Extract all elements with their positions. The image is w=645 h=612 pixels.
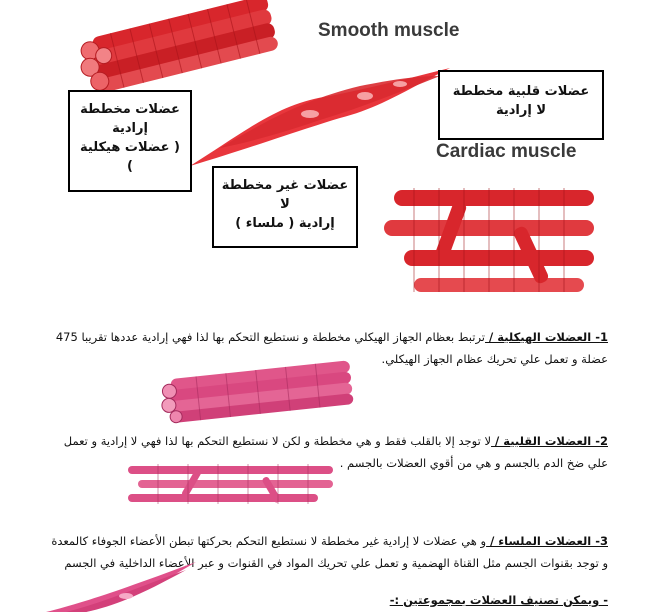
smooth-muscle-illustration bbox=[190, 48, 450, 168]
cardiac-label-box bbox=[438, 70, 604, 140]
skeletal-label-box bbox=[68, 90, 192, 192]
cardiac-fibers-illustration bbox=[128, 462, 338, 512]
cardiac-label-text: عضلات قلبية مخططة لا إرادية bbox=[452, 84, 590, 118]
smooth-label-box bbox=[212, 166, 358, 248]
classification-text: - ويمكن تصنيف العضلات بمجموعتين :- bbox=[389, 593, 608, 607]
classification-line bbox=[300, 589, 608, 611]
paragraph-cardiac-heading: 2- العضلات القلبية / bbox=[491, 434, 608, 448]
cardiac-muscle-illustration bbox=[384, 180, 604, 300]
paragraph-smooth-body: و هي عضلات لا إرادية غير مخططة لا نستطيع التحكم بحركتها تبطن الأعضاء الجوفاء كالمعدة و توجد بقنوات الجسم مثل القناة الهضمية و تعمل علي تحريك المواد في القنوات و عبر الأعضاء الداخلية في الجسم bbox=[51, 534, 608, 570]
smooth-label-line2: إرادية ( ملساء ) bbox=[235, 216, 335, 231]
skeletal-bundle-illustration bbox=[158, 362, 358, 422]
smooth-label-line1: عضلات غير مخططة لا bbox=[221, 178, 349, 212]
paragraph-smooth-heading: 3- العضلات الملساء / bbox=[486, 534, 608, 548]
paragraph-skeletal-heading: 1- العضلات الهيكلية / bbox=[485, 330, 608, 344]
skeletal-label-line1: عضلات مخططة إرادية bbox=[80, 102, 180, 136]
paragraph-skeletal-body: ترتبط بعظام الجهاز الهيكلي مخططة و نستطيع التحكم بها لذا فهي إرادية عددها تقريبا 475 عضلة و تعمل علي تحريك عظام الجهاز الهيكلي. bbox=[55, 330, 608, 366]
cardiac-muscle-heading: Cardiac muscle bbox=[436, 141, 577, 162]
smooth-cell-illustration bbox=[46, 562, 196, 612]
paragraph-cardiac-body: لا توجد إلا بالقلب فقط و هي مخططة و لكن لا نستطيع التحكم بها لذا فهي لا إرادية و تعمل علي ضخ الدم بالجسم و هي من أقوي العضلات بالجسم . bbox=[63, 434, 608, 470]
smooth-muscle-heading: Smooth muscle bbox=[318, 20, 460, 41]
skeletal-label-line2: ( عضلات هيكلية ) bbox=[80, 140, 180, 174]
